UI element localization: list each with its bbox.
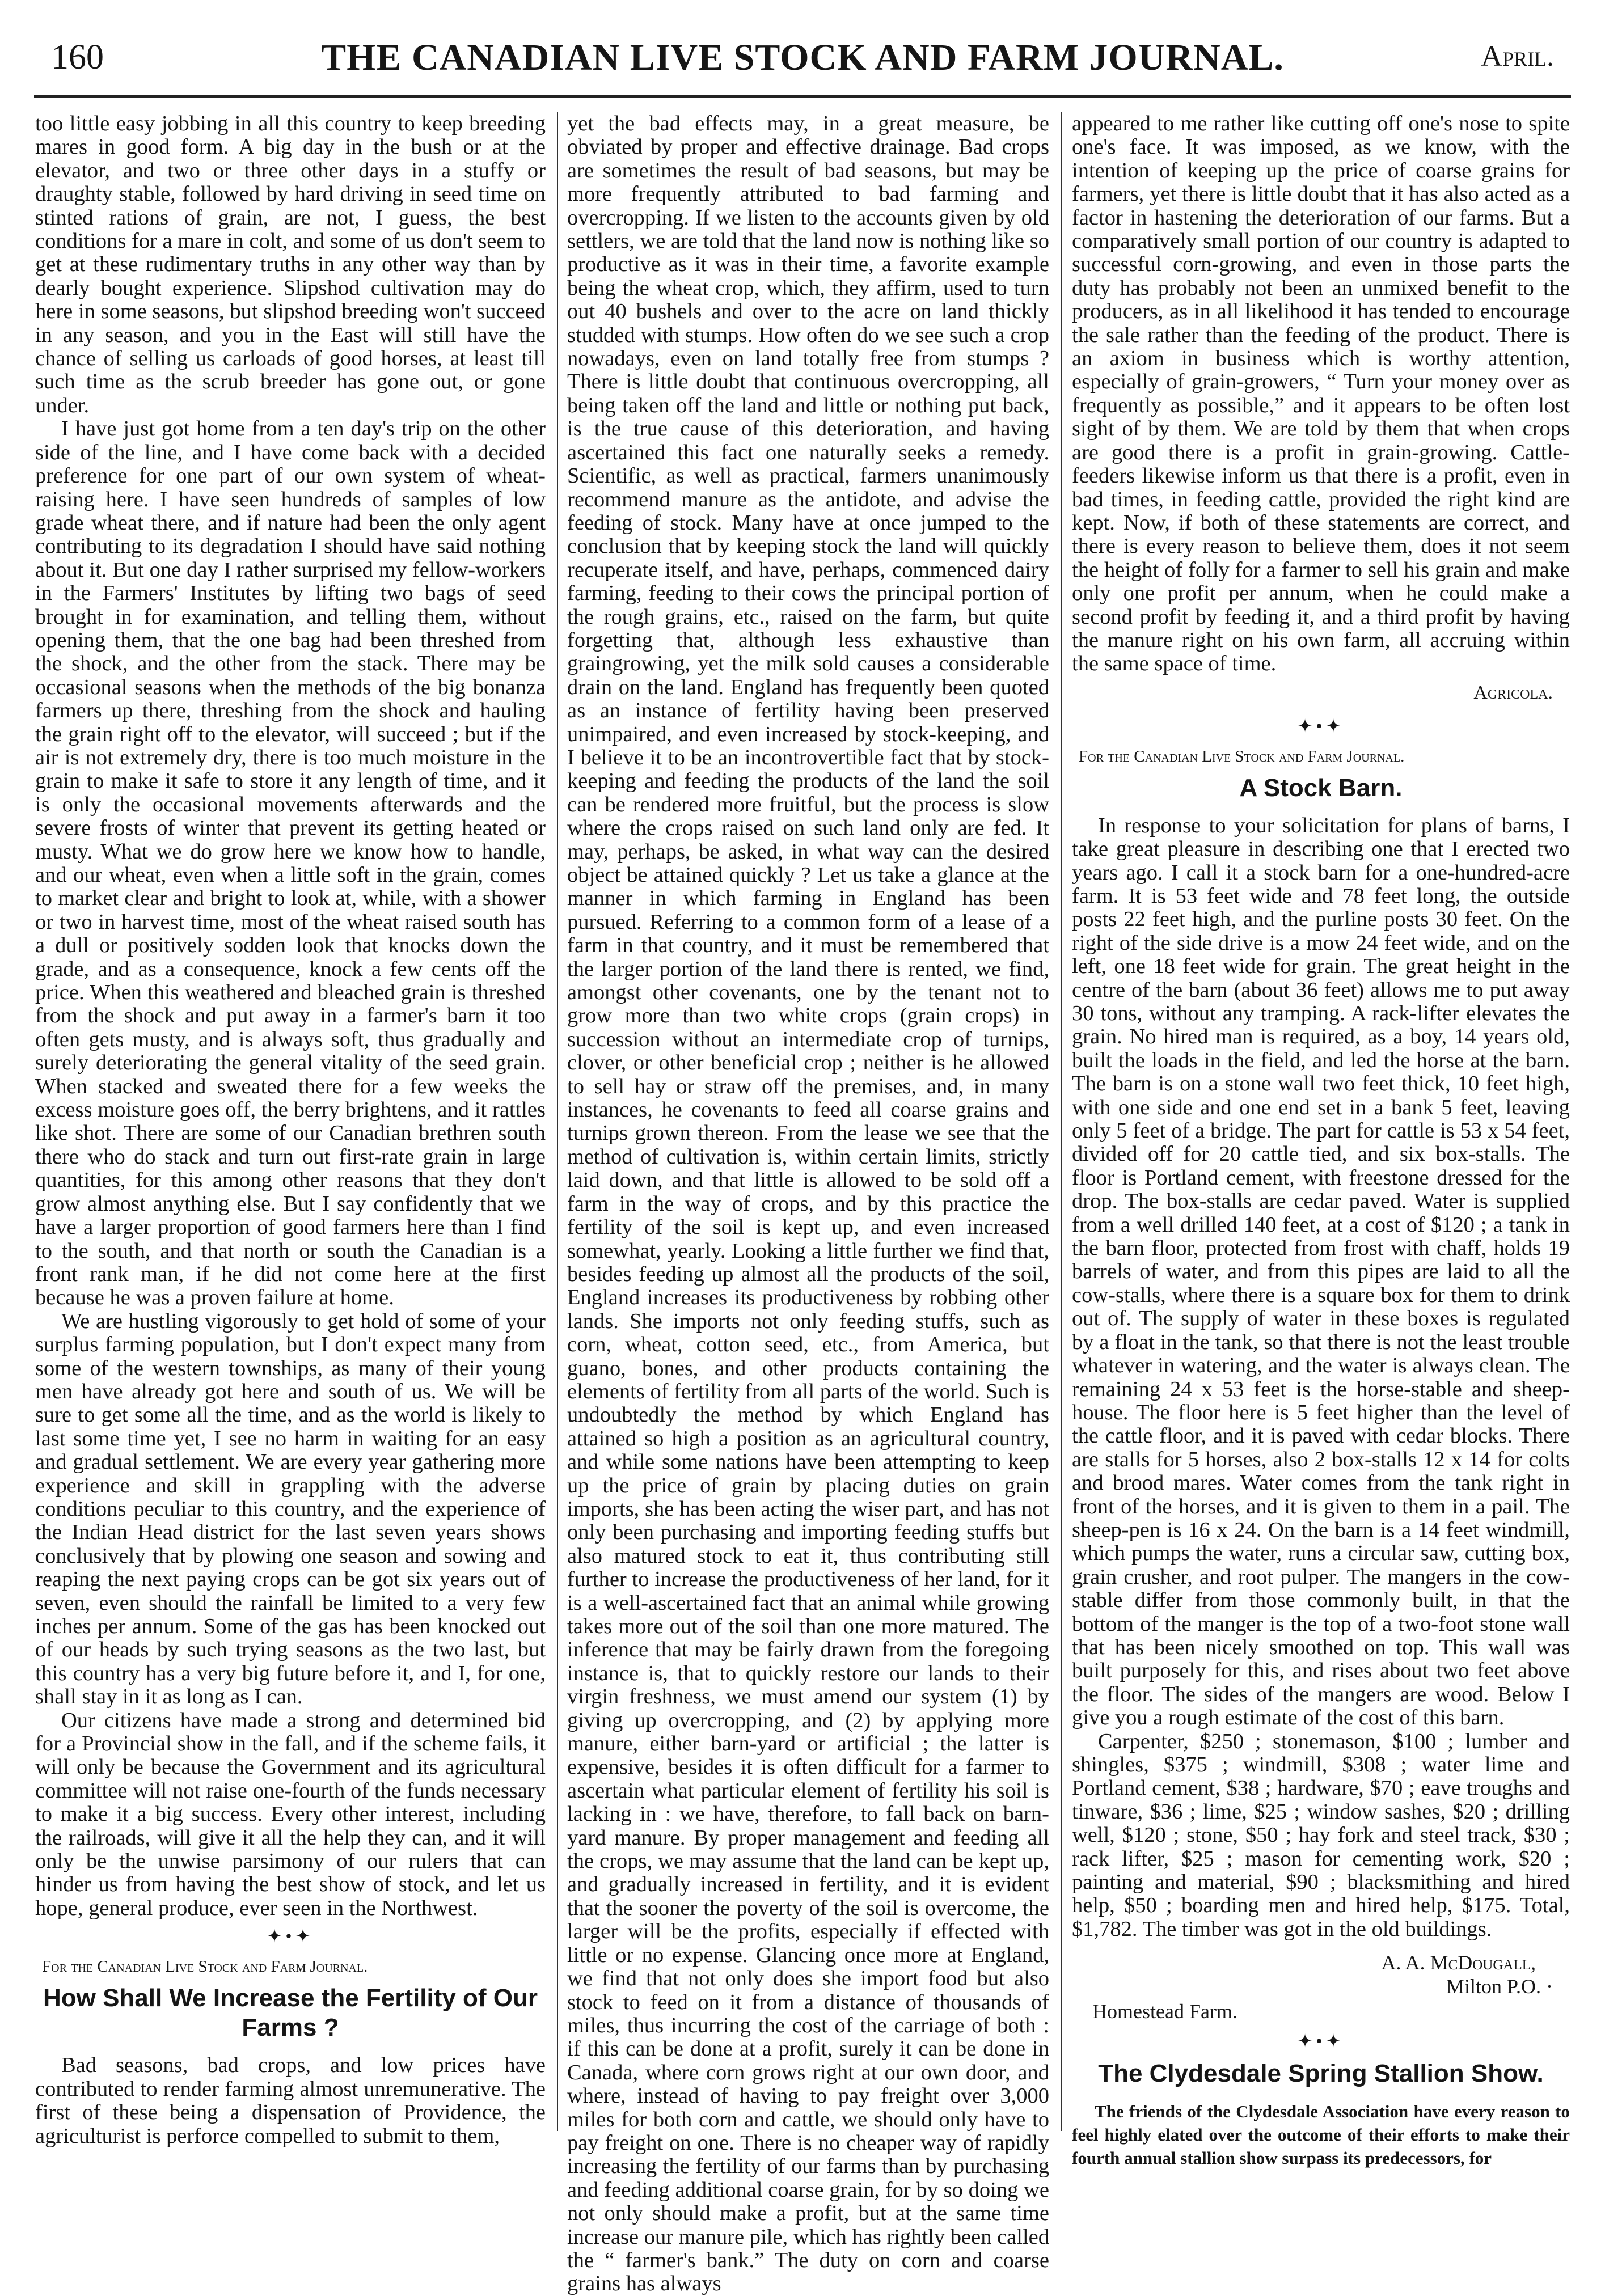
journal-title: THE CANADIAN LIVE STOCK AND FARM JOURNAL. (321, 37, 1284, 78)
page-number: 160 (51, 38, 104, 77)
article-paragraph: too little easy jobbing in all this country to keep breeding mares in good form. A big day in the bush or at the elevator, and two or three other days in a stuffy or draughty stable, followed by hard driving in seed time on stinted rations of grain, are not, I guess, the best conditions for a mare in colt, and some of us don't seem to get at these rudimentary truths in any other way than by dearly bought experience. Slipshod cultivation may do here in some seasons, but slipshod breeding won't succeed in any season, and you in the East will still have the chance of selling us carloads of good horses, at least till such time as the scrub breeder has gone out, or gone under. (35, 112, 546, 417)
article-paragraph: appeared to me rather like cutting off one's nose to spite one's face. It was imposed, as we know, with the intention of keeping up the price of coarse grains for farmers, yet there is little doubt that it has also acted as a factor in hastening the deterioration of our farms. But a comparatively small portion of our country is adapted to successful corn-growing, and even in those parts the duty has probably not been an unmixed benefit to the producers, as in all likelihood it has tended to encourage the sale rather than the feeding of the product. There is an axiom in business which is worthy attention, especially of grain-growers, “ Turn your money over as frequently as possible,” and it appears to be often lost sight of by them. We are told by them that when crops are good there is a profit in grain-growing. Cattle-feeders likewise inform us that there is a profit, even in bad times, in feeding cattle, provided the right kind are kept. Now, if both of these statements are correct, and there is every reason to believe them, does it not seem the height of folly for a farmer to sell his grain and make only one profit per annum, when he could make a second profit by feeding it, and a third profit by having the manure right on his own farm, all accruing within the same space of time. (1072, 112, 1570, 676)
header-rule (34, 95, 1571, 98)
author-post-office: Milton P.O. · (1446, 1975, 1553, 1998)
author-signature: Agricola. (1473, 682, 1553, 703)
article-paragraph: Bad seasons, bad crops, and low prices have contributed to render farming almost unremunerative. The first of these being a dispensation of Providence, the agriculturist is perforce compelled to submit to them, (35, 2053, 546, 2148)
article-byline: For the Canadian Live Stock and Farm Journal. (1079, 747, 1405, 766)
author-farm: Homestead Farm. (1092, 2000, 1237, 2023)
article-lead: The friends of the Clydesdale Association have every reason to feel highly elated over the outcome of their efforts to make their fourth annual stallion show surpass its predecessors, for (1072, 2102, 1570, 2168)
article-paragraph: In response to your solicitation for plans of barns, I take great pleasure in describing one that I erected two years ago. I call it a stock barn for a one-hundred-acre farm. It is 53 feet wide and 78 feet long, the outside posts 22 feet high, and the purline posts 30 feet. On the right of the side drive is a mow 24 feet wide, and on the left, one 18 feet wide for grain. The great height in the centre of the barn (about 36 feet) allows me to put away 30 tons, without any tramping. A rack-lifter elevates the grain. No hired man is required, as a boy, 14 years old, built the loads in the field, and led the horse at the barn. The barn is on a stone wall two feet thick, 10 feet high, with one side and one end set in a bank 5 feet, leaving only 5 feet of a bridge. The part for cattle is 53 x 54 feet, divided off for 20 cattle tied, and six box-stalls. The floor is Portland cement, with freestone dressed for the drop. The box-stalls are cedar paved. Water is supplied from a well drilled 140 feet, at a cost of $120 ; a tank in the barn floor, protected from frost with chaff, holds 19 barrels of water, and from this pipes are laid to all the cow-stalls, where there is a square box for them to drink out of. The supply of water in these boxes is regulated by a float in the tank, so that there is not the least trouble whatever in watering, and the water is always clean. The remaining 24 x 53 feet is the horse-stable and sheep-house. The floor here is 5 feet higher than the level of the cattle floor, and it is paved with cedar blocks. There are stalls for 5 horses, also 2 box-stalls 12 x 14 for colts and brood mares. Water comes from the tank right in front of the horses, and it is given to them in a pail. The sheep-pen is 16 x 24. On the barn is a 14 feet windmill, which pumps the water, runs a circular saw, cutting box, grain crusher, and root pulper. The mangers in the cow-stable differ from those commonly built, in that the bottom of the manger is the top of a two-foot stone wall that has been nicely smoothed on top. This wall was built purposely for this, and rises about two feet above the floor. The sides of the mangers are wood. Below I give you a rough estimate of the cost of this barn. (1072, 813, 1570, 1730)
article-heading-stock-barn: A Stock Barn. (1239, 773, 1403, 802)
issue-month: April. (1481, 40, 1554, 73)
section-ornament: ✦•✦ (267, 1926, 314, 1947)
column-divider (557, 112, 558, 2131)
author-name: A. A. McDougall, (1381, 1951, 1536, 1974)
page-header (51, 32, 1554, 100)
article-paragraph: I have just got home from a ten day's trip on the other side of the line, and I have come back with a decided preference for one part of our own system of wheat-raising here. I have seen hundreds of samples of low grade wheat there, and if nature had been the only agent contributing to its degradation I should have said nothing about it. But one day I rather surprised my fellow-workers in the Farmers' Institutes by lifting two bags of seed brought in for examination, and telling them, without opening them, that the one bag had been threshed from the shock, and the other from the stack. There may be occasional seasons when the methods of the big bonanza farmers up there, threshing from the shock and hauling the grain right off to the elevator, will succeed ; but if the air is not extremely dry, there is too much moisture in the grain to make it safe to store it any length of time, and it is only the occasional movements afterwards and the severe frosts of winter that prevent its getting heated or musty. What we do grow here we know how to handle, and our wheat, even when a little soft in the grain, comes to market clear and bright to look at, while, with a shower or two in harvest time, most of the wheat raised south has a dull or positively sodden look that knocks down the grade, and as a consequence, knock a few cents off the price. When this weathered and bleached grain is threshed from the shock and put away in a farmer's barn it too often gets musty, and is always soft, thus gradually and surely deteriorating the general vitality of the seed grain. When stacked and sweated there for a few weeks the excess moisture goes off, the berry brightens, and it rattles like shot. There are some of our Canadian brethren south there who do stack and turn out first-rate grain in large quantities, for this among other reasons that they don't grow almost anything else. But I say confidently that we have a larger proportion of good farmers here than I find to the south, and that north or south the Canadian is a front rank man, if he did not come here at the first because he was a proven failure at home. (35, 417, 546, 1310)
article-byline: For the Canadian Live Stock and Farm Journal. (42, 1957, 368, 1976)
column-middle (567, 112, 1050, 2296)
article-heading-clydesdale: The Clydesdale Spring Stallion Show. (1098, 2060, 1544, 2088)
section-ornament: ✦•✦ (1297, 2031, 1345, 2052)
article-paragraph: Our citizens have made a strong and determined bid for a Provincial show in the fall, and if the scheme fails, it will only be because the Government and its agricultural committee will not raise one-fourth of the funds necessary to make it a big success. Every other interest, including the railroads, will give it all the help they can, and it will only be the unwise parsimony of our rulers that can hinder us from having the best show of stock, and let us hope, general produce, ever seen in the Northwest. (35, 1708, 546, 1920)
column-right (1072, 112, 1570, 2168)
article-paragraph: yet the bad effects may, in a great measure, be obviated by proper and effective drainage. Bad crops are sometimes the result of bad seasons, but may be more frequently attributed to bad farming and overcropping. If we listen to the accounts given by old settlers, we are told that the land now is nothing like so productive as it was in their time, a favorite example being the wheat crop, which, they affirm, used to turn out 40 bushels and over to the acre on land thickly studded with stumps. How often do we see such a crop nowadays, even on land totally free from stumps ? There is little doubt that continuous overcropping, all being taken off the land and little or nothing put back, is the true cause of this deterioration, and having ascertained this fact one naturally seeks a remedy. Scientific, as well as practical, farmers unanimously recommend manure as the antidote, and advise the feeding of stock. Many have at once jumped to the conclusion that by keeping stock the land will quickly recuperate itself, and have, perhaps, commenced dairy farming, feeding to their cows the principal portion of the rough grains, etc., raised on the farm, but quite forgetting that, although less exhaustive than graingrowing, yet the milk sold causes a considerable drain on the land. England has frequently been quoted as an instance of fertility having been preserved unimpaired, and even increased by stock-keeping, and I believe it to be an incontrovertible fact that by stock-keeping and feeding the products of the land the soil can be rendered more fruitful, but the process is slow where the crops raised on such land only are fed. It may, perhaps, be asked, in what way can the desired object be attained quickly ? Let us take a glance at the manner in which farming in England has been pursued. Referring to a common form of a lease of a farm in that country, and it must be remembered that the larger portion of the land there is rented, we find, amongst other covenants, one by the tenant not to grow more than two white crops (grain crops) in succession without an intermediate crop of turnips, clover, or other beneficial crop ; neither is he allowed to sell hay or straw off the premises, and, in many instances, he covenants to feed all coarse grains and turnips grown thereon. From the lease we see that the method of cultivation is, within certain limits, strictly laid down, and that little is allowed to be sold off a farm in the way of crops, and by this practice the fertility of the soil is kept up, and even increased somewhat, yearly. Looking a little further we find that, besides feeding up almost all the products of the soil, England increases its productiveness by robbing other lands. She imports not only feeding stuffs, such as corn, wheat, cotton seed, etc., from America, but guano, bones, and other products containing the elements of fertility from all parts of the world. Such is undoubtedly the method by which England has attained so high a position as an agricultural country, and while some nations have been attempting to keep up the price of grain by placing duties on grain imports, she has been acting the wiser part, and has not only been purchasing and importing feeding stuffs but also matured stock to eat it, thus contributing still further to increase the productiveness of her land, for it is a well-ascertained fact that an animal while growing takes more out of the soil than one more matured. The inference that may be fairly drawn from the foregoing instance is, that to quickly restore our lands to their virgin freshness, we must amend our system (1) by giving up overcropping, and (2) by applying more manure, either barn-yard or artificial ; the latter is expensive, besides it is often difficult for a farmer to ascertain what particular element of fertility his soil is lacking in : we have, therefore, to fall back on barn-yard manure. By proper management and feeding all the crops, we may assume that the land can be kept up, and gradually increased in fertility, and it is evident that the sooner the poverty of the soil is overcome, the larger will be the profits, especially if effected with little or no expense. Glancing once more at England, we find that not only does she import food but also stock to feed on it from a distance of thousands of miles, thus incurring the cost of the carriage of both : if this can be done at a profit, surely it can be done in Canada, where corn grows right at our own door, and where, instead of having to pay freight over 3,000 miles for both corn and cattle, we should only have to pay freight on one. There is no cheaper way of rapidly increasing the fertility of our farms than by purchasing and feeding additional coarse grain, for by so doing we not only should make a profit, but at the same time increase our manure pile, which has rightly been called the “ farmer's bank.” The duty on corn and coarse grains has always (567, 112, 1050, 2296)
section-ornament: ✦•✦ (1297, 715, 1345, 736)
column-left (35, 112, 546, 2148)
article-paragraph: We are hustling vigorously to get hold of some of your surplus farming population, but I don't expect many from some of the western townships, as many of their young men have already got here and south of us. We will be sure to get some all the time, and as the world is likely to last some time yet, I see no harm in waiting for an easy and gradual settlement. We are every year gathering more experience and skill in grappling with the adverse conditions peculiar to this country, and the experience of the Indian Head district for the last seven years shows conclusively that by plowing one season and sowing and reaping the next paying crops can be got six years out of seven, even should the rainfall be limited to a very few inches per annum. Some of the gas has been knocked out of our heads by such trying seasons as the two last, but this country has a very big future before it, and I, for one, shall stay in it as long as I can. (35, 1309, 546, 1709)
column-divider (1061, 112, 1062, 2131)
article-heading-fertility: How Shall We Increase the Fertility of Our Farms ? (43, 1984, 538, 2042)
article-paragraph: Carpenter, $250 ; stonemason, $100 ; lumber and shingles, $375 ; windmill, $308 ; water lime and Portland cement, $38 ; hardware, $70 ; eave troughs and tinware, $36 ; lime, $25 ; window sashes, $20 ; drilling well, $120 ; stone, $50 ; hay fork and steel track, $30 ; rack lifter, $25 ; mason for cementing work, $20 ; painting and material, $90 ; blacksmithing and hired help, $50 ; boarding men and hired help, $175. Total, $1,782. The timber was got in the old buildings. (1072, 1729, 1570, 1941)
